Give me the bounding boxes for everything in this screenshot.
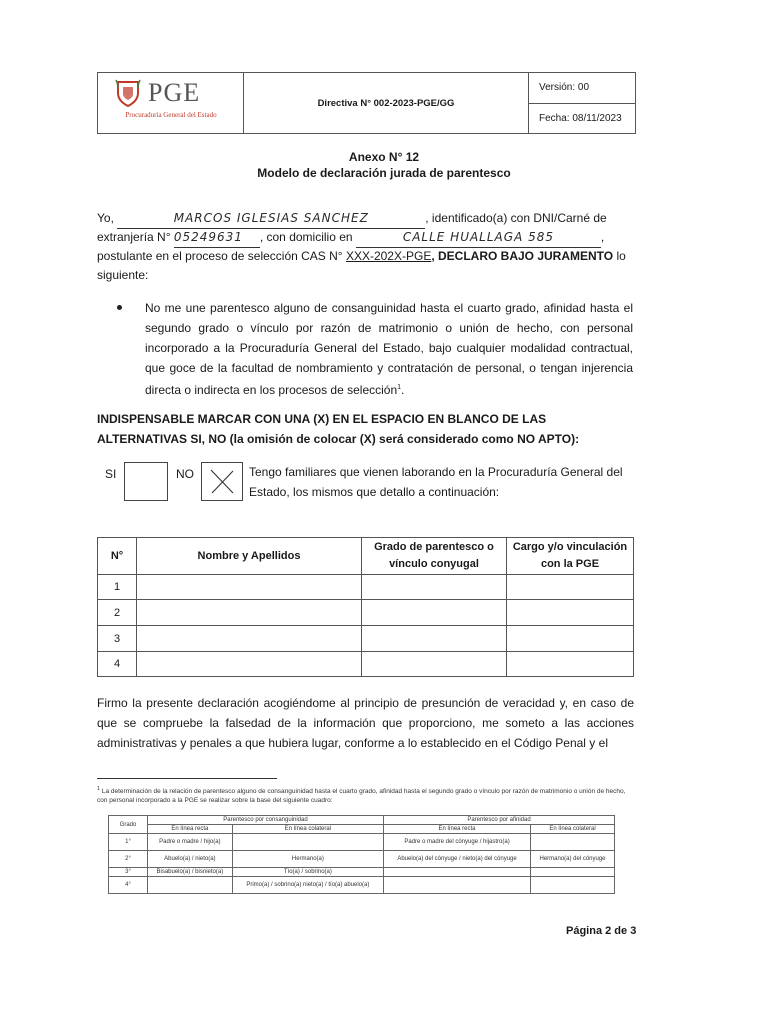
kinship-row: [109, 834, 615, 851]
logo-text: PGE: [148, 78, 201, 107]
model-title: Modelo de declaración jurada de parentesco: [257, 166, 511, 180]
grado-cell: 2°: [109, 851, 148, 868]
c-colateral-cell: Tío(a) / sobrino(a): [232, 868, 383, 877]
siguiente-text: siguiente:: [97, 268, 149, 282]
extranjeria-label: extranjería N°: [97, 230, 171, 244]
kinship-row: [109, 877, 615, 894]
pge-logo: [98, 73, 244, 133]
annex-title: Anexo N° 12: [348, 150, 420, 164]
relatives-table: [97, 537, 634, 677]
footnote: [97, 785, 634, 805]
logo-subtitle: Procuraduría General del Estado: [125, 111, 217, 119]
degree-cell[interactable]: [362, 626, 507, 652]
cas-number: XXX-202X-PGE: [345, 249, 432, 263]
lo-text: lo: [613, 249, 626, 263]
degree-cell[interactable]: [362, 652, 507, 677]
row-number: 2: [98, 600, 137, 626]
dni-field[interactable]: [174, 228, 260, 248]
name-cell[interactable]: [137, 626, 362, 652]
position-cell[interactable]: [507, 626, 634, 652]
version: Versión: 00: [529, 73, 635, 104]
a-colateral-cell: [531, 868, 615, 877]
header-number: N°: [98, 538, 137, 575]
footnote-number: 1: [97, 786, 101, 792]
footnote-ref: 1: [397, 384, 402, 391]
name-handwritten: MARCOS IGLESIAS SANCHEZ: [173, 211, 369, 225]
c-colateral-cell: Primo(a) / sobrino(a) nieto(a) / tío(a) abuelo(a): [232, 877, 383, 894]
grado-cell: 1°: [109, 834, 148, 851]
a-recta-header: En línea recta: [384, 825, 531, 834]
bullet-end: .: [401, 383, 405, 397]
c-recta-cell: Abuelo(a) / nieto(a): [148, 851, 233, 868]
grado-cell: 3°: [109, 868, 148, 877]
position-cell[interactable]: [507, 575, 634, 600]
no-checkbox[interactable]: [201, 462, 243, 501]
afinidad-header: Parentesco por afinidad: [384, 816, 615, 825]
declaration-line-1: [97, 209, 634, 229]
kinship-row: [109, 868, 615, 877]
header-position: Cargo y/o vinculación con la PGE: [507, 538, 634, 575]
kinship-row: [109, 851, 615, 868]
c-colateral-header: En línea colateral: [232, 825, 383, 834]
consanguinidad-header: Parentesco por consanguinidad: [148, 816, 384, 825]
grado-header: Grado: [109, 816, 148, 834]
header-degree: Grado de parentesco o vínculo conyugal: [362, 538, 507, 575]
header-name: Nombre y Apellidos: [137, 538, 362, 575]
a-recta-cell: Padre o madre del cónyuge / hijastro(a): [384, 834, 531, 851]
position-cell[interactable]: [507, 652, 634, 677]
position-cell[interactable]: [507, 600, 634, 626]
domicilio-label: , con domicilio en: [259, 230, 353, 244]
kinship-table: [108, 815, 615, 894]
row-number: 1: [98, 575, 137, 600]
page-number: Página 2 de 3: [566, 925, 637, 937]
a-colateral-header: En línea colateral: [531, 825, 615, 834]
footnote-text: La determinación de la relación de parentesco alguno de consanguinidad hasta el cuarto grado, afinidad hasta el segundo grado o vínculo por razón de matrimonio o unión de hecho, con personal incorporado a la PGE se realizar sobre la base del siguiente cuadro:: [97, 788, 626, 805]
bullet-paragraph: [145, 298, 633, 400]
a-colateral-cell: [531, 877, 615, 894]
x-mark-icon: [202, 463, 242, 500]
table-row: [98, 575, 634, 600]
a-colateral-cell: [531, 834, 615, 851]
name-cell[interactable]: [137, 600, 362, 626]
table-row: [98, 652, 634, 677]
date: Fecha: 08/11/2023: [539, 112, 622, 124]
si-checkbox[interactable]: [124, 462, 168, 501]
si-label: SI: [105, 467, 117, 481]
a-recta-cell: Abuelo(a) del cónyuge / nieto(a) del cónyuge: [384, 851, 531, 868]
row-number: 4: [98, 652, 137, 677]
c-recta-cell: Bisabuelo(a) / bisnieto(a): [148, 868, 233, 877]
footnote-separator: [97, 778, 277, 779]
address-field[interactable]: [356, 228, 601, 248]
comma: ,: [600, 230, 605, 244]
c-colateral-cell: [232, 834, 383, 851]
c-recta-header: En línea recta: [148, 825, 233, 834]
table-row: [98, 626, 634, 652]
warning-instruction: INDISPENSABLE MARCAR CON UNA (X) EN EL ESPACIO EN BLANCO DE LAS ALTERNATIVAS SI, NO (la omisión de colocar (X) será considerado como NO APTO):: [97, 412, 580, 446]
a-recta-cell: [384, 877, 531, 894]
row-number: 3: [98, 626, 137, 652]
c-recta-cell: [148, 877, 233, 894]
document-header: [97, 72, 636, 134]
name-cell[interactable]: [137, 652, 362, 677]
a-colateral-cell: Hermano(a) del cónyuge: [531, 851, 615, 868]
relatives-statement: Tengo familiares que vienen laborando en la Procuraduría General del Estado, los mismos que detallo a continuación:: [249, 465, 623, 499]
a-recta-cell: [384, 868, 531, 877]
shield-icon: [114, 79, 142, 107]
table-row: [98, 600, 634, 626]
c-recta-cell: Padre o madre / hijo(a): [148, 834, 233, 851]
grado-cell: 4°: [109, 877, 148, 894]
declaration-line-3: [97, 247, 634, 266]
yo-label: Yo,: [97, 211, 114, 225]
identified-label: , identificado(a) con DNI/Carné de: [425, 211, 607, 225]
declaro-text: , DECLARO BAJO JURAMENTO: [431, 249, 614, 263]
c-colateral-cell: Hermano(a): [232, 851, 383, 868]
name-field[interactable]: [117, 209, 425, 229]
directive-number: Directiva N° 002-2023-PGE/GG: [244, 73, 529, 133]
degree-cell[interactable]: [362, 600, 507, 626]
address-handwritten: CALLE HUALLAGA 585: [402, 230, 554, 244]
closing-paragraph: Firmo la presente declaración acogiéndome al principio de presunción de veracidad y, en caso de que se compruebe la falsedad de la información que proporciono, me someto a las acciones administrativas y penales a que hubiera lugar, conforme a lo establecido en el Código Penal y el: [97, 696, 634, 750]
degree-cell[interactable]: [362, 575, 507, 600]
name-cell[interactable]: [137, 575, 362, 600]
bullet-dot: [117, 305, 122, 310]
declaration-line-2: [97, 228, 634, 248]
no-label: NO: [176, 467, 194, 481]
dni-handwritten: 05249631: [173, 230, 243, 244]
postulante-label: postulante en el proceso de selección CAS N°: [97, 249, 343, 263]
bullet-text: No me une parentesco alguno de consanguinidad hasta el cuarto grado, afinidad hasta el segundo grado o vínculo por razón de matrimonio o unión de hecho, con personal incorporado a la Procuraduría General del Estado, bajo cualquier modalidad contractual, que goce de la facultad de nombramiento y contratación de personal, o tengan injerencia directa o indirecta en los procesos de selección: [145, 301, 633, 397]
